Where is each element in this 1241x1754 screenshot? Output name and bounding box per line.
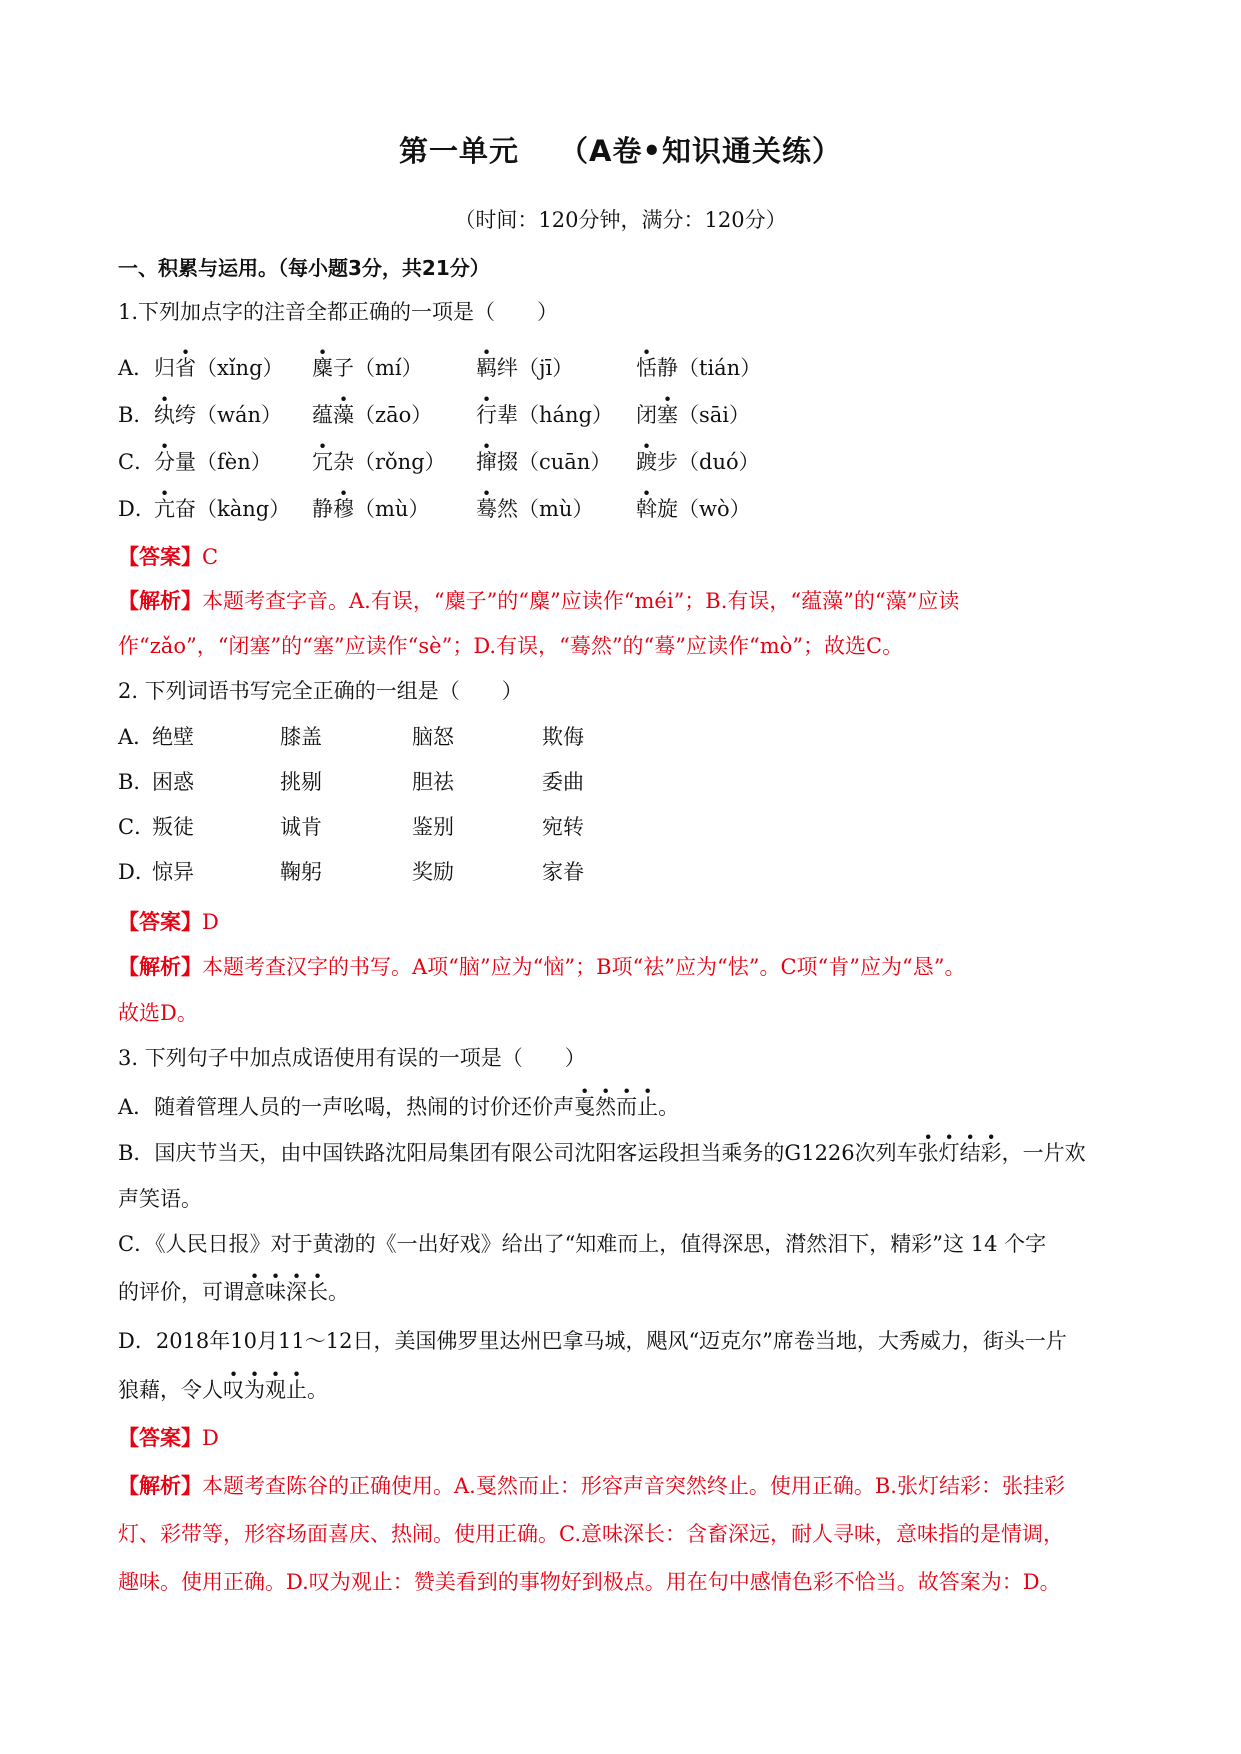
section-heading: 一、积累与运用。（每小题3分，共21分） bbox=[118, 256, 490, 280]
dotted-char: 止 bbox=[286, 1378, 307, 1402]
page-subtitle: （时间：120分钟，满分：120分） bbox=[454, 208, 787, 232]
option-letter: A． bbox=[118, 356, 155, 380]
dotted-char: 踱 bbox=[636, 450, 657, 474]
dotted-char: 长 bbox=[307, 1280, 328, 1304]
dotted-char: 味 bbox=[265, 1280, 286, 1304]
answer-value: D bbox=[202, 1426, 219, 1450]
option-letter: C． bbox=[118, 450, 156, 474]
word-item: 膝盖 bbox=[280, 725, 322, 749]
pinyin-item: 亢奋（kàng） bbox=[154, 497, 291, 521]
dotted-char: 羁 bbox=[476, 356, 497, 380]
word-item: 胆祛 bbox=[412, 770, 454, 794]
pinyin-item: 行辈（háng） bbox=[476, 403, 614, 427]
pinyin-item: 踱步（duó） bbox=[636, 450, 760, 474]
dotted-char: 然 bbox=[595, 1095, 617, 1119]
q3-analysis-line1: 【解析】本题考查陈谷的正确使用。A.戛然而止：形容声音突然终止。使用正确。B.张灯结彩：张挂彩 bbox=[118, 1474, 1065, 1498]
dotted-char: 意 bbox=[244, 1280, 265, 1304]
word-item: 欺侮 bbox=[542, 725, 584, 749]
analysis-label: 【解析】 bbox=[118, 1474, 202, 1498]
word-item: 惊异 bbox=[152, 860, 194, 884]
option-letter: B． bbox=[118, 770, 155, 794]
dotted-char: 行 bbox=[476, 403, 497, 427]
q3-stem: 3. 下列句子中加点成语使用有误的一项是（ ） bbox=[118, 1046, 586, 1070]
q3-option-d: D．2018年10月11～12日，美国佛罗里达州巴拿马城，飓风“迈克尔”席卷当地，大秀威力，街头一片 bbox=[118, 1329, 1067, 1353]
pinyin-item: 冗杂（rǒng） bbox=[312, 450, 446, 474]
dotted-char: 塞 bbox=[657, 403, 678, 427]
q3-option-c: C．《人民日报》对于黄渤的《一出好戏》给出了“知难而上，值得深思，潸然泪下，精彩”这 14 个字 bbox=[118, 1232, 1047, 1256]
word-item: 诚肯 bbox=[280, 815, 322, 839]
q2-answer bbox=[118, 912, 219, 933]
pinyin-item: 静穆（mù） bbox=[312, 497, 430, 521]
dotted-char: 观 bbox=[265, 1378, 286, 1402]
pinyin-item: 麋子（mí） bbox=[312, 356, 423, 380]
pinyin-item: 恬静（tián） bbox=[636, 356, 762, 380]
word-item: 脑怒 bbox=[412, 725, 454, 749]
dotted-char: 结 bbox=[959, 1141, 981, 1165]
word-item: 困惑 bbox=[152, 770, 194, 794]
dotted-char: 恬 bbox=[636, 356, 657, 380]
title-unit: 第一单元 bbox=[399, 134, 520, 168]
pinyin-item: 归省（xǐng） bbox=[154, 356, 284, 380]
pinyin-item: 羁绊（jī） bbox=[476, 356, 574, 380]
dotted-char: 斡 bbox=[636, 497, 657, 521]
q3-answer bbox=[118, 1428, 219, 1449]
analysis-label: 【解析】 bbox=[118, 589, 202, 613]
word-item: 挑剔 bbox=[280, 770, 322, 794]
q2-stem: 2. 下列词语书写完全正确的一组是（ ） bbox=[118, 679, 523, 703]
word-item: 宛转 bbox=[542, 815, 584, 839]
dotted-char: 而 bbox=[616, 1095, 638, 1119]
pinyin-item: 纨绔（wán） bbox=[154, 403, 283, 427]
dotted-char: 麋 bbox=[312, 356, 333, 380]
q1-stem: 1.下列加点字的注音全都正确的一项是（ ） bbox=[118, 300, 559, 324]
page-title bbox=[0, 134, 1241, 168]
q2-analysis-line1: 【解析】本题考查汉字的书写。A项“脑”应为“恼”；B项“祛”应为“怯”。C项“肯”应为“恳”。 bbox=[118, 955, 966, 979]
word-item: 奖励 bbox=[412, 860, 454, 884]
answer-label: 【答案】 bbox=[118, 1426, 202, 1450]
answer-label: 【答案】 bbox=[118, 910, 202, 934]
dotted-char: 纨 bbox=[154, 403, 175, 427]
option-letter: B． bbox=[118, 403, 155, 427]
dotted-char: 张 bbox=[917, 1141, 939, 1165]
dotted-idiom bbox=[223, 1378, 307, 1402]
option-letter: D． bbox=[118, 860, 156, 884]
dotted-char: 藻 bbox=[333, 403, 354, 427]
pinyin-item: 分量（fèn） bbox=[154, 450, 272, 474]
pinyin-item: 蕴藻（zāo） bbox=[312, 403, 433, 427]
answer-value: C bbox=[202, 545, 219, 569]
q3-option-a: A．随着管理人员的一声吆喝，热闹的讨价还价声戛然而止。 bbox=[118, 1095, 680, 1119]
word-item: 叛徒 bbox=[152, 815, 194, 839]
dotted-idiom bbox=[918, 1141, 1002, 1165]
dotted-char: 叹 bbox=[223, 1378, 244, 1402]
dotted-char: 止 bbox=[637, 1095, 659, 1119]
word-item: 绝壁 bbox=[152, 725, 194, 749]
title-volume: （A卷•知识通关练） bbox=[559, 134, 842, 168]
option-letter: A． bbox=[118, 725, 155, 749]
dotted-char: 深 bbox=[286, 1280, 307, 1304]
pinyin-item: 蓦然（mù） bbox=[476, 497, 594, 521]
dotted-char: 彩 bbox=[980, 1141, 1002, 1165]
dotted-char: 为 bbox=[244, 1378, 265, 1402]
answer-value: D bbox=[202, 910, 219, 934]
analysis-label: 【解析】 bbox=[118, 955, 202, 979]
q2-analysis-line2: 故选D。 bbox=[118, 1001, 198, 1025]
word-item: 委曲 bbox=[542, 770, 584, 794]
answer-label: 【答案】 bbox=[118, 545, 202, 569]
dotted-char: 分 bbox=[154, 450, 175, 474]
dotted-char: 亢 bbox=[154, 497, 175, 521]
dotted-char: 蓦 bbox=[476, 497, 497, 521]
pinyin-item: 撺掇（cuān） bbox=[476, 450, 612, 474]
q1-answer bbox=[118, 547, 218, 568]
dotted-char: 戛 bbox=[574, 1095, 596, 1119]
word-item: 鉴别 bbox=[412, 815, 454, 839]
dotted-idiom bbox=[244, 1280, 328, 1304]
dotted-char: 省 bbox=[175, 356, 196, 380]
q1-analysis-line1: 【解析】本题考查字音。A.有误，“麋子”的“麋”应读作“méi”；B.有误，“蕴藻”的“藻”应读 bbox=[118, 589, 960, 613]
pinyin-item: 闭塞（sāi） bbox=[636, 403, 751, 427]
q3-analysis-line3: 趣味。使用正确。D.叹为观止：赞美看到的事物好到极点。用在句中感情色彩不恰当。故答案为：D。 bbox=[118, 1570, 1061, 1594]
q3-option-d-line2: 狼藉，令人叹为观止。 bbox=[118, 1378, 328, 1402]
q3-option-c-line2: 的评价，可谓意味深长。 bbox=[118, 1280, 349, 1304]
dotted-idiom bbox=[574, 1095, 658, 1119]
q3-option-b-line2: 声笑语。 bbox=[118, 1187, 202, 1211]
dotted-char: 灯 bbox=[938, 1141, 960, 1165]
q3-option-b: B．国庆节当天，由中国铁路沈阳局集团有限公司沈阳客运段担当乘务的G1226次列车张灯结彩，一片欢 bbox=[118, 1141, 1086, 1165]
dotted-char: 冗 bbox=[312, 450, 333, 474]
pinyin-item: 斡旋（wò） bbox=[636, 497, 751, 521]
word-item: 鞠躬 bbox=[280, 860, 322, 884]
word-item: 家眷 bbox=[542, 860, 584, 884]
option-letter: C． bbox=[118, 815, 156, 839]
dotted-char: 穆 bbox=[333, 497, 354, 521]
q3-analysis-line2: 灯、彩带等，形容场面喜庆、热闹。使用正确。C.意味深长：含畜深远，耐人寻味，意味指的是情调， bbox=[118, 1522, 1064, 1546]
q1-analysis-line2: 作“zǎo”，“闭塞”的“塞”应读作“sè”；D.有误，“蓦然”的“蓦”应读作“mò”；故选C。 bbox=[118, 634, 904, 658]
option-letter: D． bbox=[118, 497, 156, 521]
dotted-char: 撺 bbox=[476, 450, 497, 474]
